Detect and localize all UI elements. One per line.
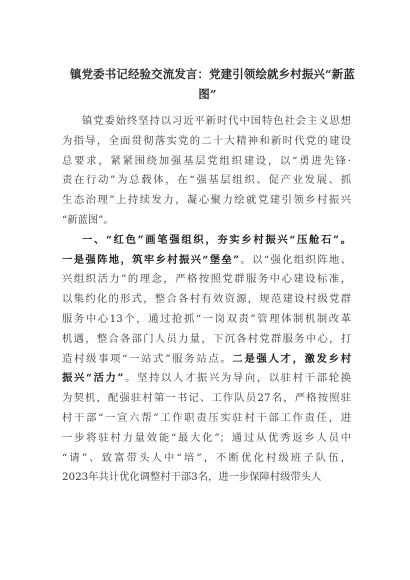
text-run: 机遇，整合各部门人员力量，下沉各村党群服务中心，打 bbox=[62, 332, 351, 345]
text-line bbox=[62, 171, 351, 191]
text-line bbox=[62, 330, 351, 350]
text-run: 总要求，紧紧围绕加强基层党组织建设，以“勇进先锋· bbox=[62, 154, 351, 167]
text-run: 镇党委始终坚持以习近平新时代中国特色社会主义思想 bbox=[82, 115, 351, 127]
text-run: 责在行动”为总载体，在“强基层组织、促产业发展、抓 bbox=[62, 174, 351, 187]
text-line bbox=[62, 152, 351, 172]
text-run: 。以“强化组织阵地、 bbox=[239, 253, 351, 266]
bold-text: 一是强阵地，筑牢乡村振兴“堡垒” bbox=[62, 253, 240, 266]
text-line bbox=[62, 449, 351, 469]
text-run: 兴组织活力”的理念，严格按照党群服务中心建设标准， bbox=[62, 273, 351, 286]
text-run: 为契机，配强驻村第一书记、工作队员27名，严格按照驻 bbox=[62, 392, 351, 405]
bold-text: 振兴“活力” bbox=[62, 372, 124, 385]
text-line bbox=[62, 468, 351, 488]
text-line bbox=[62, 270, 351, 290]
text-line bbox=[62, 429, 351, 449]
text-line bbox=[62, 290, 351, 310]
text-line bbox=[62, 231, 351, 251]
text-line bbox=[62, 251, 351, 271]
text-line bbox=[62, 211, 351, 231]
bold-text: 一、“红色”画笔强组织，夯实乡村振兴“压舱石”。 bbox=[82, 233, 351, 246]
text-run: 生态治理”上持续发力，凝心聚力绘就党建引领乡村振兴 bbox=[62, 194, 351, 207]
text-run: 。坚持以人才振兴为导向，以驻村干部轮换 bbox=[123, 372, 351, 385]
text-line bbox=[62, 369, 351, 389]
bold-text: 二是强人才，激发乡村 bbox=[232, 352, 351, 365]
text-run: 服务中心13个，通过抢抓“一岗双责”管理体制机制改革 bbox=[62, 312, 351, 325]
text-run: 以集约化的形式，整合各村有效资源，规范建设村级党群 bbox=[62, 293, 351, 306]
title-line: 镇党委书记经验交流发言：党建引领绘就乡村振兴“新蓝 bbox=[70, 67, 355, 81]
title-line: 图” bbox=[198, 87, 217, 101]
text-run: 为指导，全面贯彻落实党的二十大精神和新时代党的建设 bbox=[62, 134, 351, 147]
body-paragraph bbox=[62, 112, 351, 231]
document-title bbox=[70, 64, 355, 104]
text-run: 一步将驻村力量效能“最大化”；通过从优秀返乡人员中 bbox=[62, 431, 351, 444]
document-body bbox=[62, 112, 351, 488]
text-line bbox=[62, 132, 351, 152]
text-run: “新蓝图”。 bbox=[62, 213, 114, 226]
text-line bbox=[62, 409, 351, 429]
text-run: 造村级事项“一站式”服务站点。 bbox=[62, 352, 233, 365]
text-line bbox=[62, 350, 351, 370]
text-run: 村干部“一宣六帮”工作职责压实驻村干部工作责任，进 bbox=[62, 411, 351, 424]
text-line bbox=[62, 112, 351, 132]
text-line bbox=[62, 389, 351, 409]
text-line bbox=[62, 310, 351, 330]
text-line bbox=[62, 191, 351, 211]
body-paragraph bbox=[62, 231, 351, 488]
text-run: 2023年共计优化调整村干部3名，进一步保障村级带头人 bbox=[62, 471, 322, 484]
text-run: “请”、致富带头人中“培”，不断优化村级班子队伍， bbox=[62, 451, 351, 464]
